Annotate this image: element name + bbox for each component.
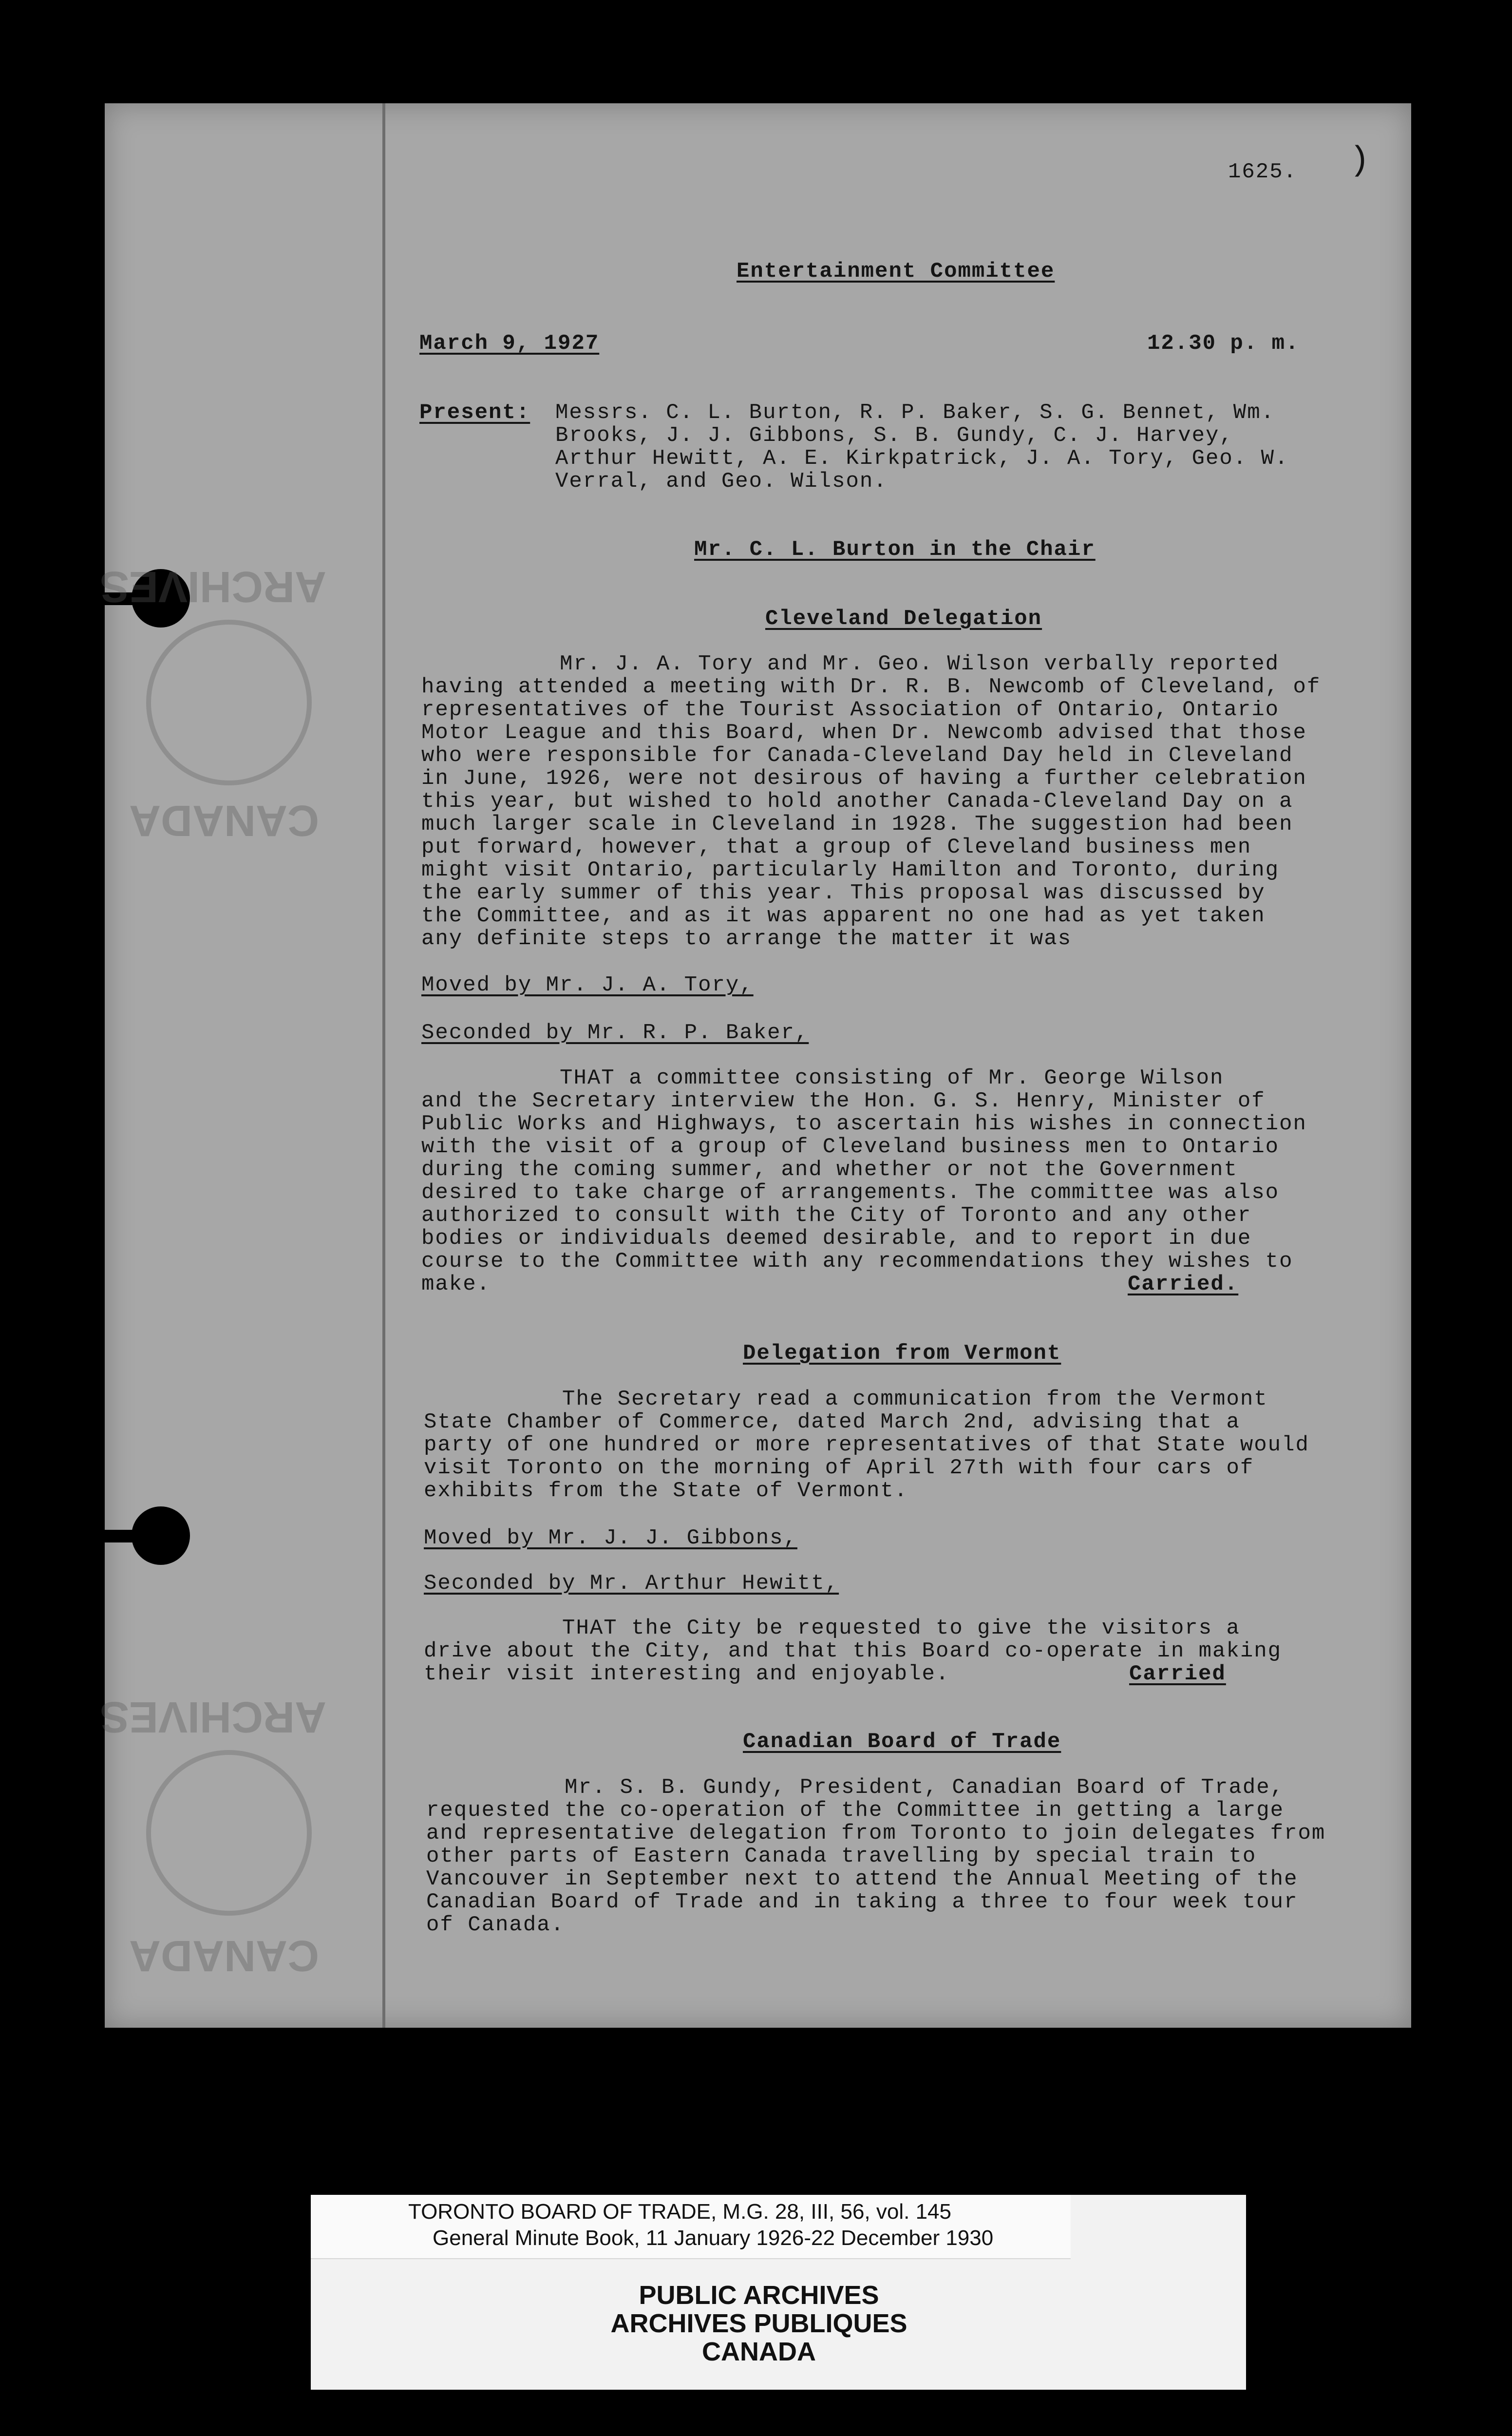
text-line: Mr. J. A. Tory and Mr. Geo. Wilson verbally reported <box>421 652 1280 676</box>
text-line: with the visit of a group of Cleveland business men to Ontario <box>421 1135 1280 1159</box>
text-line: State Chamber of Commerce, dated March 2nd, advising that a <box>424 1410 1240 1434</box>
text-line: exhibits from the State of Vermont. <box>424 1479 908 1503</box>
text-line: much larger scale in Cleveland in 1928. The suggestion had been <box>421 812 1293 837</box>
faded-stamp <box>146 620 312 785</box>
text-line: Mr. S. B. Gundy, President, Canadian Board of Trade, <box>426 1775 1285 1800</box>
margin-mark: ) <box>1349 142 1371 180</box>
text-line: drive about the City, and that this Board co-operate in making <box>424 1639 1282 1663</box>
text-line: THAT a committee consisting of Mr. George Wilson <box>421 1066 1224 1090</box>
attendee-line: Verral, and Geo. Wilson. <box>555 469 888 494</box>
text-line: during the coming summer, and whether or not the Government <box>421 1158 1238 1182</box>
archive-label-card <box>311 2195 1246 2390</box>
attendee-list <box>555 401 1288 493</box>
motion-result-vermont: Carried <box>1129 1662 1226 1686</box>
text-line: Public Works and Highways, to ascertain his wishes in connection <box>421 1112 1307 1136</box>
archive-reference-line: General Minute Book, 11 January 1926-22 December 1930 <box>433 2226 994 2250</box>
text-line: make. <box>421 1272 491 1296</box>
text-line: requested the co-operation of the Committee in getting a large <box>426 1798 1285 1823</box>
archive-reference-line: TORONTO BOARD OF TRADE, M.G. 28, III, 56, vol. 145 <box>408 2200 951 2224</box>
text-line: The Secretary read a communication from the Vermont <box>424 1387 1268 1411</box>
vermont-paragraph <box>424 1388 1330 1503</box>
archive-stamp-line: ARCHIVES PUBLIQUES <box>610 2309 907 2338</box>
motion-result-cleveland: Carried. <box>1128 1272 1239 1296</box>
faded-stamp-lettering: ARCHIVES <box>99 1693 326 1741</box>
attendee-line: Arthur Hewitt, A. E. Kirkpatrick, J. A. Tory, Geo. W. <box>555 446 1289 471</box>
section-title-cleveland: Cleveland Delegation <box>765 607 1042 631</box>
text-line: who were responsible for Canada-Cleveland Day held in Cleveland <box>421 743 1293 768</box>
text-line: bodies or individuals deemed desirable, and to report in due <box>421 1226 1252 1251</box>
faded-stamp-lettering: CANADA <box>129 796 319 845</box>
attendee-line: Brooks, J. J. Gibbons, S. B. Gundy, C. J. Harvey, <box>555 423 1233 448</box>
seconded-by-vermont: Seconded by Mr. Arthur Hewitt, <box>424 1571 839 1596</box>
text-line: course to the Committee with any recommendations they wishes to <box>421 1249 1293 1274</box>
seconded-by-cleveland: Seconded by Mr. R. P. Baker, <box>421 1021 809 1045</box>
text-line: authorized to consult with the City of Toronto and any other <box>421 1203 1252 1228</box>
text-line: this year, but wished to hold another Canada-Cleveland Day on a <box>421 789 1293 814</box>
binder-hole <box>132 1506 190 1565</box>
faded-stamp-lettering: ARCHIVES <box>99 562 326 611</box>
text-line: other parts of Eastern Canada travelling by special train to <box>426 1844 1257 1868</box>
faded-stamp <box>146 1750 312 1916</box>
archive-stamp-line: CANADA <box>702 2337 816 2366</box>
text-line: party of one hundred or more representatives of that State would <box>424 1433 1309 1457</box>
meeting-time: 12.30 p. m. <box>1147 331 1300 356</box>
text-line: their visit interesting and enjoyable. <box>424 1662 950 1686</box>
margin-rule <box>382 103 385 2028</box>
page-number: 1625. <box>1228 160 1298 184</box>
committee-heading: Entertainment Committee <box>737 259 1055 284</box>
text-line: Motor League and this Board, when Dr. Newcomb advised that those <box>421 721 1307 745</box>
faded-stamp-lettering: CANADA <box>129 1931 319 1980</box>
chair-statement: Mr. C. L. Burton in the Chair <box>694 537 1096 562</box>
text-line: might visit Ontario, particularly Hamilton and Toronto, during <box>421 858 1280 882</box>
text-line: put forward, however, that a group of Cleveland business men <box>421 835 1252 859</box>
section-title-canadian-board: Canadian Board of Trade <box>743 1730 1061 1754</box>
text-line: visit Toronto on the morning of April 27th with four cars of <box>424 1456 1254 1480</box>
archive-reference-strip <box>311 2195 1071 2259</box>
moved-by-cleveland: Moved by Mr. J. A. Tory, <box>421 973 754 997</box>
attendee-line: Messrs. C. L. Burton, R. P. Baker, S. G. Bennet, Wm. <box>555 400 1275 425</box>
text-line: the Committee, and as it was apparent no one had as yet taken <box>421 904 1266 928</box>
text-line: and representative delegation from Toronto to join delegates from <box>426 1821 1326 1846</box>
text-line: having attended a meeting with Dr. R. B. Newcomb of Cleveland, of <box>421 675 1321 699</box>
text-line: any definite steps to arrange the matter it was <box>421 927 1072 951</box>
cleveland-paragraph <box>421 653 1327 951</box>
text-line: of Canada. <box>426 1913 565 1937</box>
text-line: Vancouver in September next to attend the Annual Meeting of the <box>426 1867 1298 1891</box>
text-line: in June, 1926, were not desirous of having a further celebration <box>421 766 1307 791</box>
text-line: Canadian Board of Trade and in taking a three to four week tour <box>426 1890 1298 1914</box>
text-line: representatives of the Tourist Association of Ontario, Ontario <box>421 698 1280 722</box>
document-page <box>99 103 1411 2028</box>
text-line: desired to take charge of arrangements. The committee was also <box>421 1180 1280 1205</box>
text-line: THAT the City be requested to give the visitors a <box>424 1616 1240 1640</box>
moved-by-vermont: Moved by Mr. J. J. Gibbons, <box>424 1526 797 1550</box>
text-line: the early summer of this year. This proposal was discussed by <box>421 881 1266 905</box>
present-label: Present: <box>419 400 530 425</box>
meeting-date: March 9, 1927 <box>419 331 600 356</box>
cleveland-motion <box>421 1067 1327 1296</box>
archive-stamp-line: PUBLIC ARCHIVES <box>639 2281 879 2310</box>
section-title-vermont: Delegation from Vermont <box>743 1341 1061 1366</box>
text-line: and the Secretary interview the Hon. G. S. Henry, Minister of <box>421 1089 1266 1113</box>
canadian-board-paragraph <box>426 1776 1332 1937</box>
